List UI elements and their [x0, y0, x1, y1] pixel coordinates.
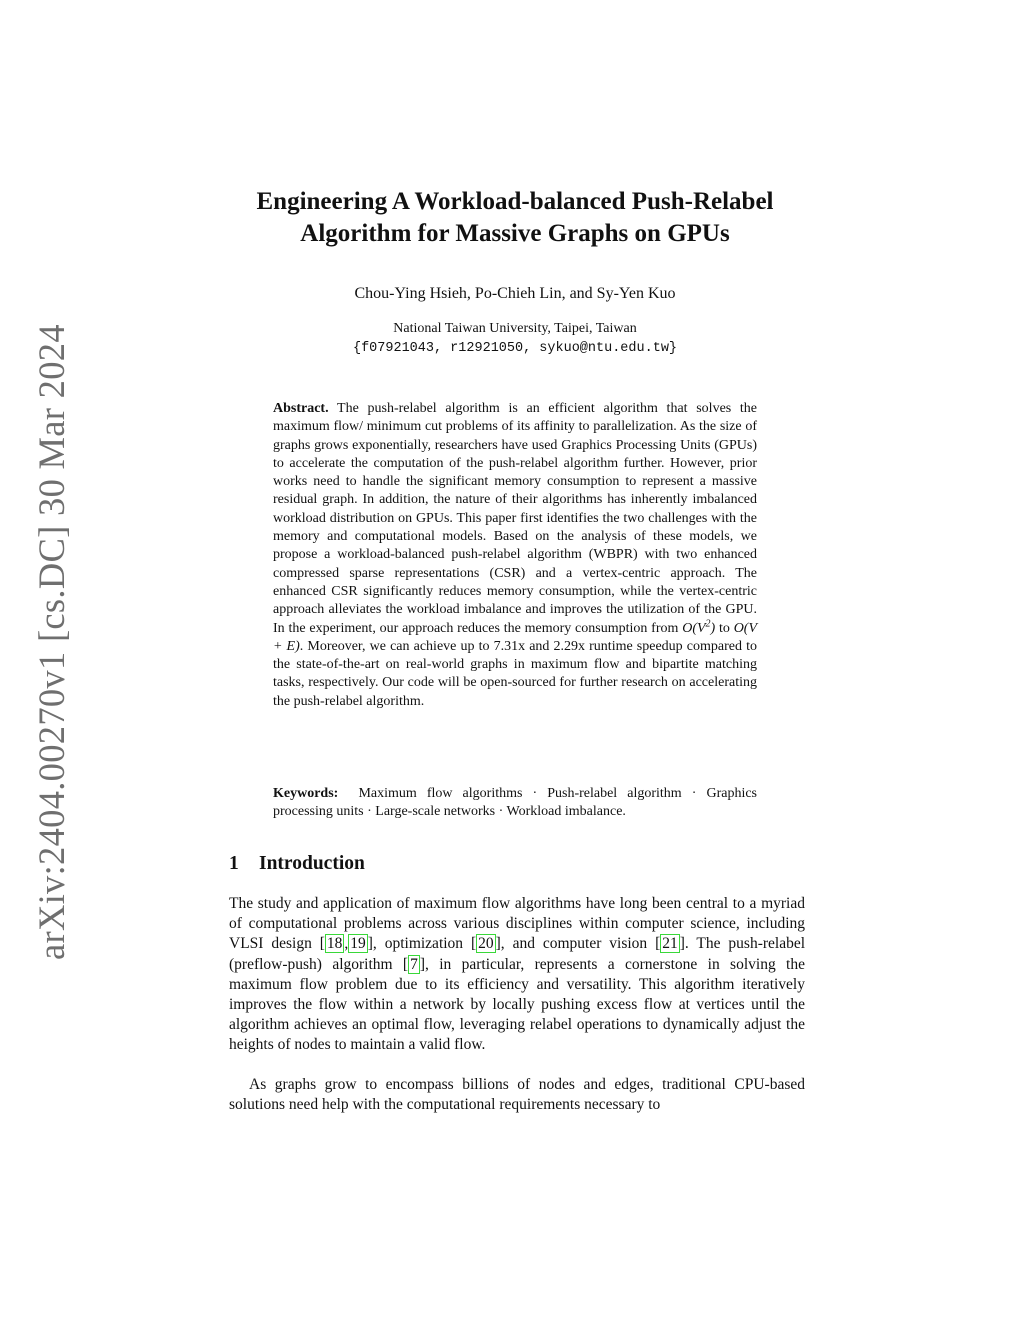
section-title: Introduction — [259, 853, 365, 874]
abstract — [273, 400, 757, 711]
abstract-label: Abstract. — [273, 401, 329, 416]
affiliation: National Taiwan University, Taipei, Taiwan — [393, 321, 637, 336]
intro-text-e: ], in particular, represents a cornerstone in solving the maximum flow problem due to its efficiency and versatility. This algorithm iteratively improves the flow within a network by locally pushing excess flow at vertices until the algorithm achieves an optimal flow, leveraging relabel operations to dynamically adjust the heights of nodes to maintain a valid flow. — [229, 955, 805, 1054]
citation-link-19[interactable]: 19 — [350, 935, 366, 953]
paper-title-line-1: Engineering A Workload-balanced Push-Relabel — [256, 188, 774, 215]
citation-link-21[interactable]: 21 — [662, 935, 678, 953]
citation-link-20[interactable]: 20 — [478, 935, 494, 953]
abstract-math-to: O(V + E) — [273, 620, 758, 654]
math-from-base: O(V — [682, 620, 706, 636]
affiliation-block — [180, 319, 850, 359]
keywords — [273, 785, 757, 822]
paper-title-line-2: Algorithm for Massive Graphs on GPUs — [300, 220, 730, 247]
intro-text-a: The study and application of maximum flow algorithms have long been central to a myriad of computational problems across various disciplines within computer science, including VLSI design [ — [229, 895, 805, 953]
section-heading-introduction — [229, 853, 365, 875]
abstract-text-1: The push-relabel algorithm is an efficient algorithm that solves the maximum flow/ minimum cut problems of its affinity to parallelization. As the size of graphs grows exponentially, researchers have used Graphics Processing Units (GPUs) to accelerate the computation of the push-relabel algorithm further. However, prior works need to handle the significant memory consumption to represent a massive residual graph. In addition, the nature of their algorithms has inherently imbalanced workload distribution on GPUs. This paper first identifies the two challenges with the memory and computational models. Based on the analysis of these models, we propose a workload-balanced push-relabel algorithm (WBPR) with two enhanced compressed sparse representations (CSR) and a vertex-centric approach. The enhanced CSR significantly reduces memory consumption, while the vertex-centric approach alleviates the workload imbalance and improves the utilization of the GPU. In the experiment, our approach reduces the memory consumption from — [273, 401, 758, 636]
author-emails: {f07921043, r12921050, sykuo@ntu.edu.tw} — [352, 341, 678, 356]
citation-link-7[interactable]: 7 — [410, 955, 418, 973]
intro-text-d: ]. The push-relabel (preflow-push) algorithm [ — [229, 935, 806, 973]
intro-paragraph-1 — [229, 894, 805, 1056]
citation-separator: , — [344, 935, 349, 953]
intro-text-c: ], and computer vision [ — [495, 935, 661, 953]
section-number: 1 — [229, 853, 239, 874]
math-from-close: ) — [710, 620, 716, 636]
citation-link-18[interactable]: 18 — [326, 935, 343, 953]
math-from-exponent: 2 — [705, 617, 711, 629]
intro-paragraph-2: As graphs grow to encompass billions of nodes and edges, traditional CPU-based solutions need help with the computational requirements necessary to — [229, 1076, 805, 1114]
keywords-text: Maximum flow algorithms · Push-relabel algorithm · Graphics processing units · Large-scale networks · Workload imbalance. — [273, 786, 758, 820]
intro-text-b: ], optimization [ — [367, 935, 477, 953]
abstract-to-word: to — [715, 620, 734, 636]
paper-title — [180, 186, 850, 250]
abstract-text-2: . Moreover, we can achieve up to 7.31x and 2.29x runtime speedup compared to the state-of-the-art on real-world graphs in maximum flow and bipartite matching tasks, respectively. Our code will be open-sourced for further research on accelerating the push-relabel algorithm. — [273, 638, 757, 709]
keywords-label: Keywords: — [273, 786, 339, 801]
arxiv-identifier: arXiv:2404.00270v1 [cs.DC] 30 Mar 2024 — [31, 324, 72, 960]
abstract-math-from — [682, 617, 716, 636]
author-list: Chou-Ying Hsieh, Po-Chieh Lin, and Sy-Yen Kuo — [354, 285, 676, 302]
